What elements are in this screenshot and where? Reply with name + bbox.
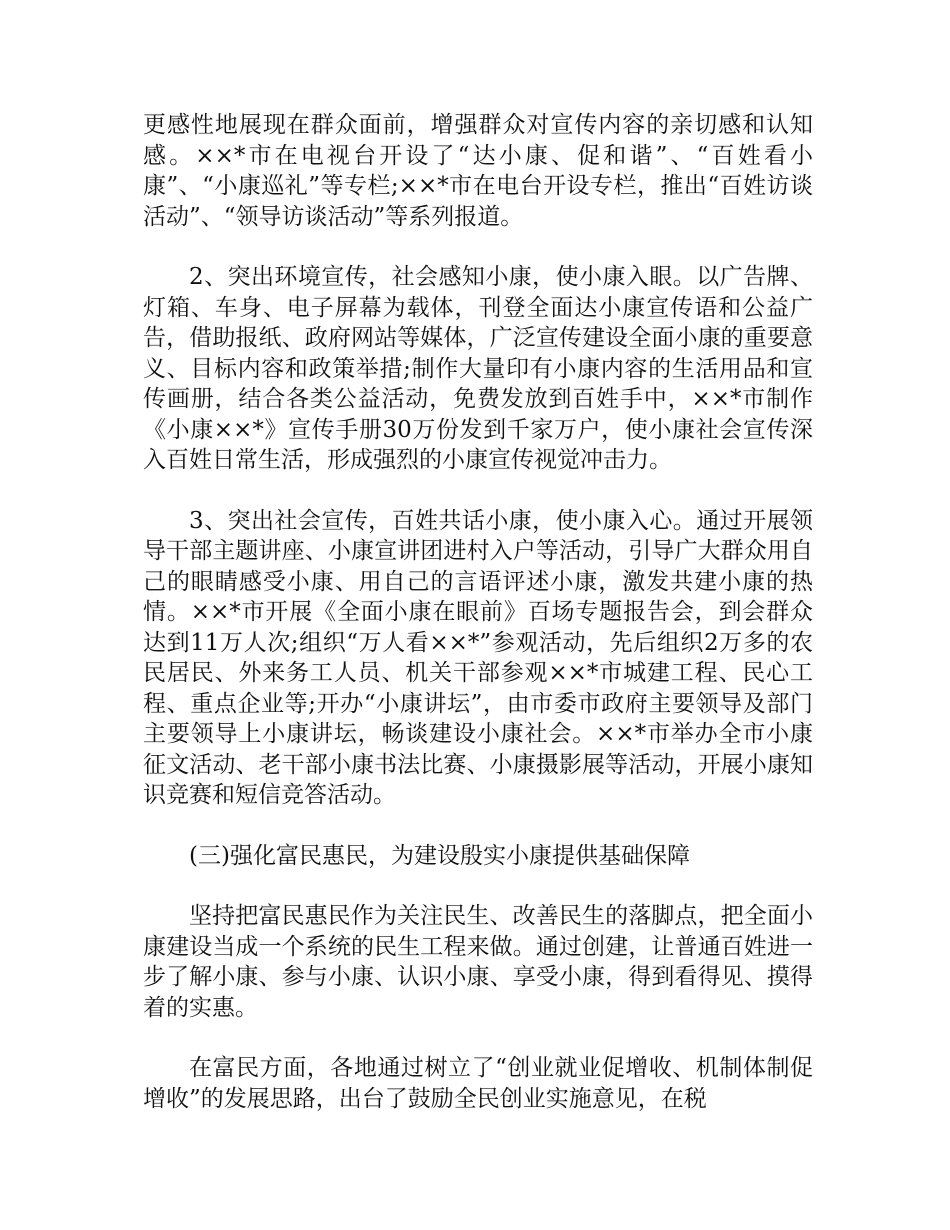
paragraph-enrich-people: 坚持把富民惠民作为关注民生、改善民生的落脚点，把全面小康建设当成一个系统的民生工程来做。通过创建，让普通百姓进一步了解小康、参与小康、认识小康、享受小康，得到看得见、摸得着的实惠。 <box>143 903 813 1021</box>
document-page <box>143 110 813 1144</box>
paragraph-enrichment-measures: 在富民方面，各地通过树立了“创业就业促增收、机制体制促增收”的发展思路，出台了鼓励全民创业实施意见，在税 <box>143 1055 813 1112</box>
paragraph-social-publicity: 3、突出社会宣传，百姓共话小康，使小康入心。通过开展领导干部主题讲座、小康宣讲团进村入户等活动，引导广大群众用自己的眼睛感受小康、用自己的言语评述小康，激发共建小康的热情。××*市开展《全面小康在眼前》百场专题报告会，到会群众达到11万人次;组织“万人看××*”参观活动，先后组织2万多的农民居民、外来务工人员、机关干部参观××*市城建工程、民心工程、重点企业等;开办“小康讲坛”，由市委市政府主要领导及部门主要领导上小康讲坛，畅谈建设小康社会。××*市举办全市小康征文活动、老干部小康书法比赛、小康摄影展等活动，开展小康知识竞赛和短信竞答活动。 <box>143 507 813 808</box>
paragraph-continuation: 更感性地展现在群众面前，增强群众对宣传内容的亲切感和认知感。××*市在电视台开设了“达小康、促和谐”、“百姓看小康”、“小康巡礼”等专栏;××*市在电台开设专栏，推出“百姓访谈活动”、“领导访谈活动”等系列报道。 <box>143 112 813 230</box>
section-heading: (三)强化富民惠民，为建设殷实小康提供基础保障 <box>189 842 690 869</box>
paragraph-environment-publicity: 2、突出环境宣传，社会感知小康，使小康入眼。以广告牌、灯箱、车身、电子屏幕为载体，刊登全面达小康宣传语和公益广告，借助报纸、政府网站等媒体，广泛宣传建设全面小康的重要意义、目标内容和政策举措;制作大量印有小康内容的生活用品和宣传画册，结合各类公益活动，免费发放到百姓手中，××*市制作《小康××*》宣传手册30万份发到千家万户，使小康社会宣传深入百姓日常生活，形成强烈的小康宣传视觉冲击力。 <box>143 264 813 473</box>
